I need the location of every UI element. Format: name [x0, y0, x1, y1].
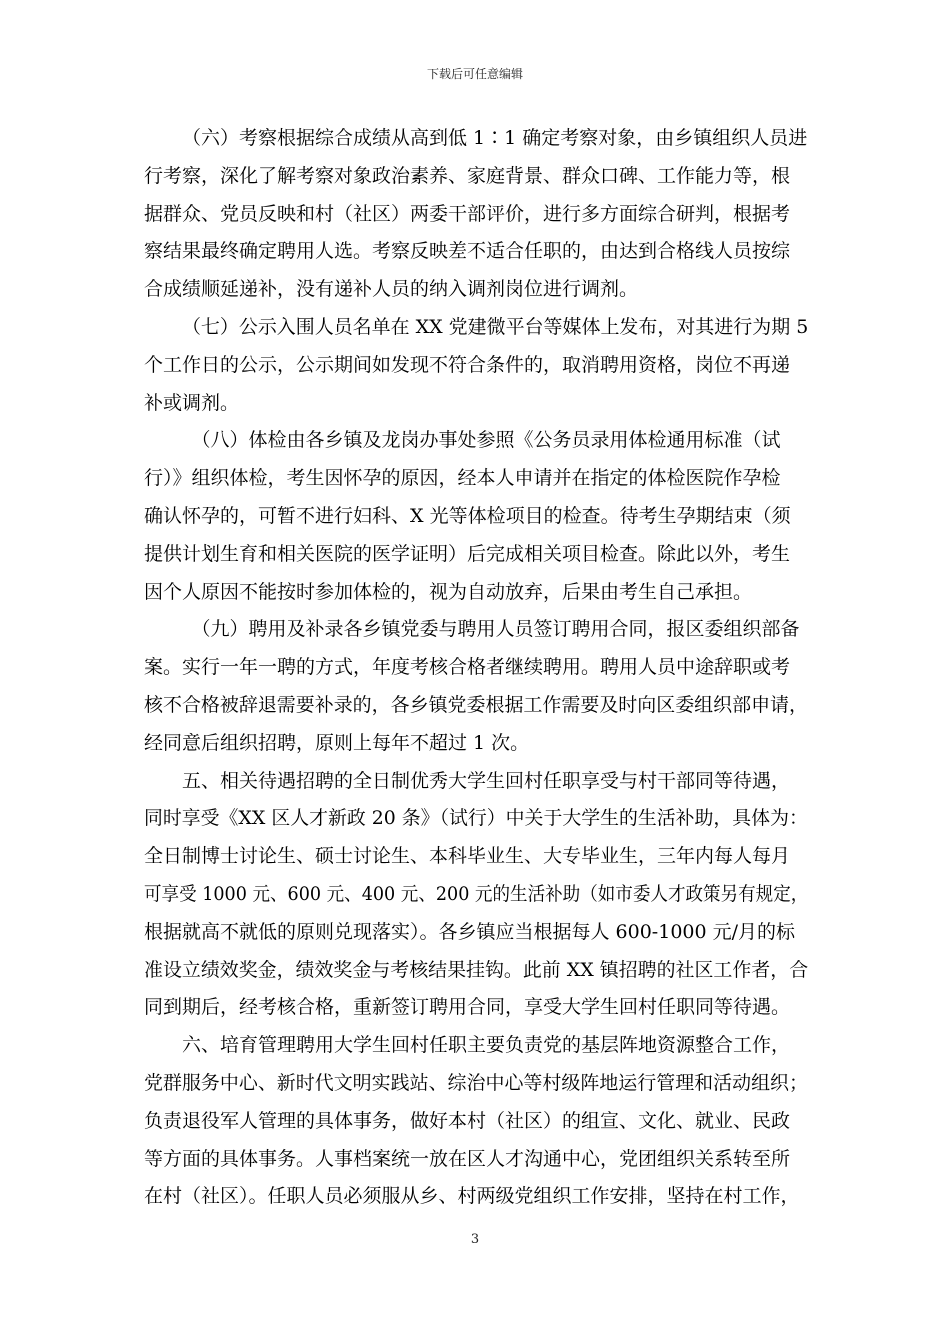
paragraph [144, 120, 808, 309]
text-line: （六）考察根据综合成绩从高到低 1∶1 确定考察对象，由乡镇组织人员进 [182, 127, 808, 149]
text-line: 负责退役军人管理的具体事务，做好本村（社区）的组宣、文化、就业、民政 [144, 1109, 791, 1132]
text-line: 根据就高不就低的原则兑现落实）。各乡镇应当根据每人 600-1000 元/月的标 [144, 920, 796, 943]
paragraph [144, 309, 808, 422]
text-line: 党群服务中心、新时代文明实践站、综治中心等村级阵地运行管理和活动组织； [144, 1071, 809, 1094]
paragraph [144, 611, 808, 762]
text-line: （七）公示入围人员名单在 XX 党建微平台等媒体上发布，对其进行为期 5 [181, 315, 809, 338]
paragraph [144, 422, 808, 611]
text-line: 在村（社区）。任职人员必须服从乡、村两级党组织工作安排，坚持在村工作， [144, 1185, 800, 1208]
text-line: 合成绩顺延递补，没有递补人员的纳入调剂岗位进行调剂。 [144, 278, 639, 301]
text-line: （八）体检由各乡镇及龙岗办事处参照《公务员录用体检通用标准（试 [191, 429, 781, 452]
text-line: 同到期后，经考核合格，重新签订聘用合同，享受大学生回村任职同等待遇。 [144, 996, 791, 1019]
text-line: 可享受 1000 元、600 元、400 元、200 元的生活补助（如市委人才政策另有规定， [144, 882, 809, 905]
text-line: 个工作日的公示，公示期间如发现不符合条件的，取消聘用资格，岗位不再递 [144, 353, 791, 376]
paragraph [144, 763, 808, 1028]
text-line: 五、相关待遇招聘的全日制优秀大学生回村任职享受与村干部同等待遇， [182, 769, 791, 792]
text-line: 行）》组织体检，考生因怀孕的原因，经本人申请并在指定的体检医院作孕检 [144, 467, 781, 490]
text-line: 确认怀孕的，可暂不进行妇科、X 光等体检项目的检查。待考生孕期结束（须 [144, 504, 791, 527]
page-header: 下载后可任意编辑 [426, 67, 523, 81]
text-line: 察结果最终确定聘用人选。考察反映差不适合任职的，由达到合格线人员按综 [144, 240, 791, 263]
text-line: 据群众、党员反映和村（社区）两委干部评价，进行多方面综合研判，根据考 [144, 202, 791, 225]
text-line: 经同意后组织招聘，原则上每年不超过 1 次。 [144, 731, 530, 754]
text-line: 因个人原因不能按时参加体检的，视为自动放弃，后果由考生自己承担。 [144, 580, 753, 603]
page-number: 3 [470, 1232, 480, 1247]
document-body [144, 120, 808, 1216]
text-line: 行考察，深化了解考察对象政治素养、家庭背景、群众口碑、工作能力等，根 [144, 164, 791, 187]
paragraph [144, 1027, 808, 1216]
text-line: 提供计划生育和相关医院的医学证明）后完成相关项目检查。除此以外，考生 [144, 542, 791, 565]
text-line: 六、培育管理聘用大学生回村任职主要负责党的基层阵地资源整合工作， [182, 1034, 791, 1057]
text-line: 补或调剂。 [144, 391, 240, 414]
text-line: 等方面的具体事务。人事档案统一放在区人才沟通中心，党团组织关系转至所 [144, 1147, 791, 1170]
text-line: 全日制博士讨论生、硕士讨论生、本科毕业生、大专毕业生，三年内每人每月 [144, 845, 791, 868]
text-line: （九）聘用及补录各乡镇党委与聘用人员签订聘用合同，报区委组织部备 [191, 618, 800, 641]
text-line: 同时享受《XX 区人才新政 20 条》（试行）中关于大学生的生活补助，具体为： [144, 807, 808, 830]
text-line: 核不合格被辞退需要补录的，各乡镇党委根据工作需要及时向区委组织部申请， [144, 693, 809, 716]
text-line: 准设立绩效奖金，绩效奖金与考核结果挂钩。此前 XX 镇招聘的社区工作者，合 [144, 958, 809, 981]
text-line: 案。实行一年一聘的方式，年度考核合格者继续聘用。聘用人员中途辞职或考 [144, 656, 791, 679]
